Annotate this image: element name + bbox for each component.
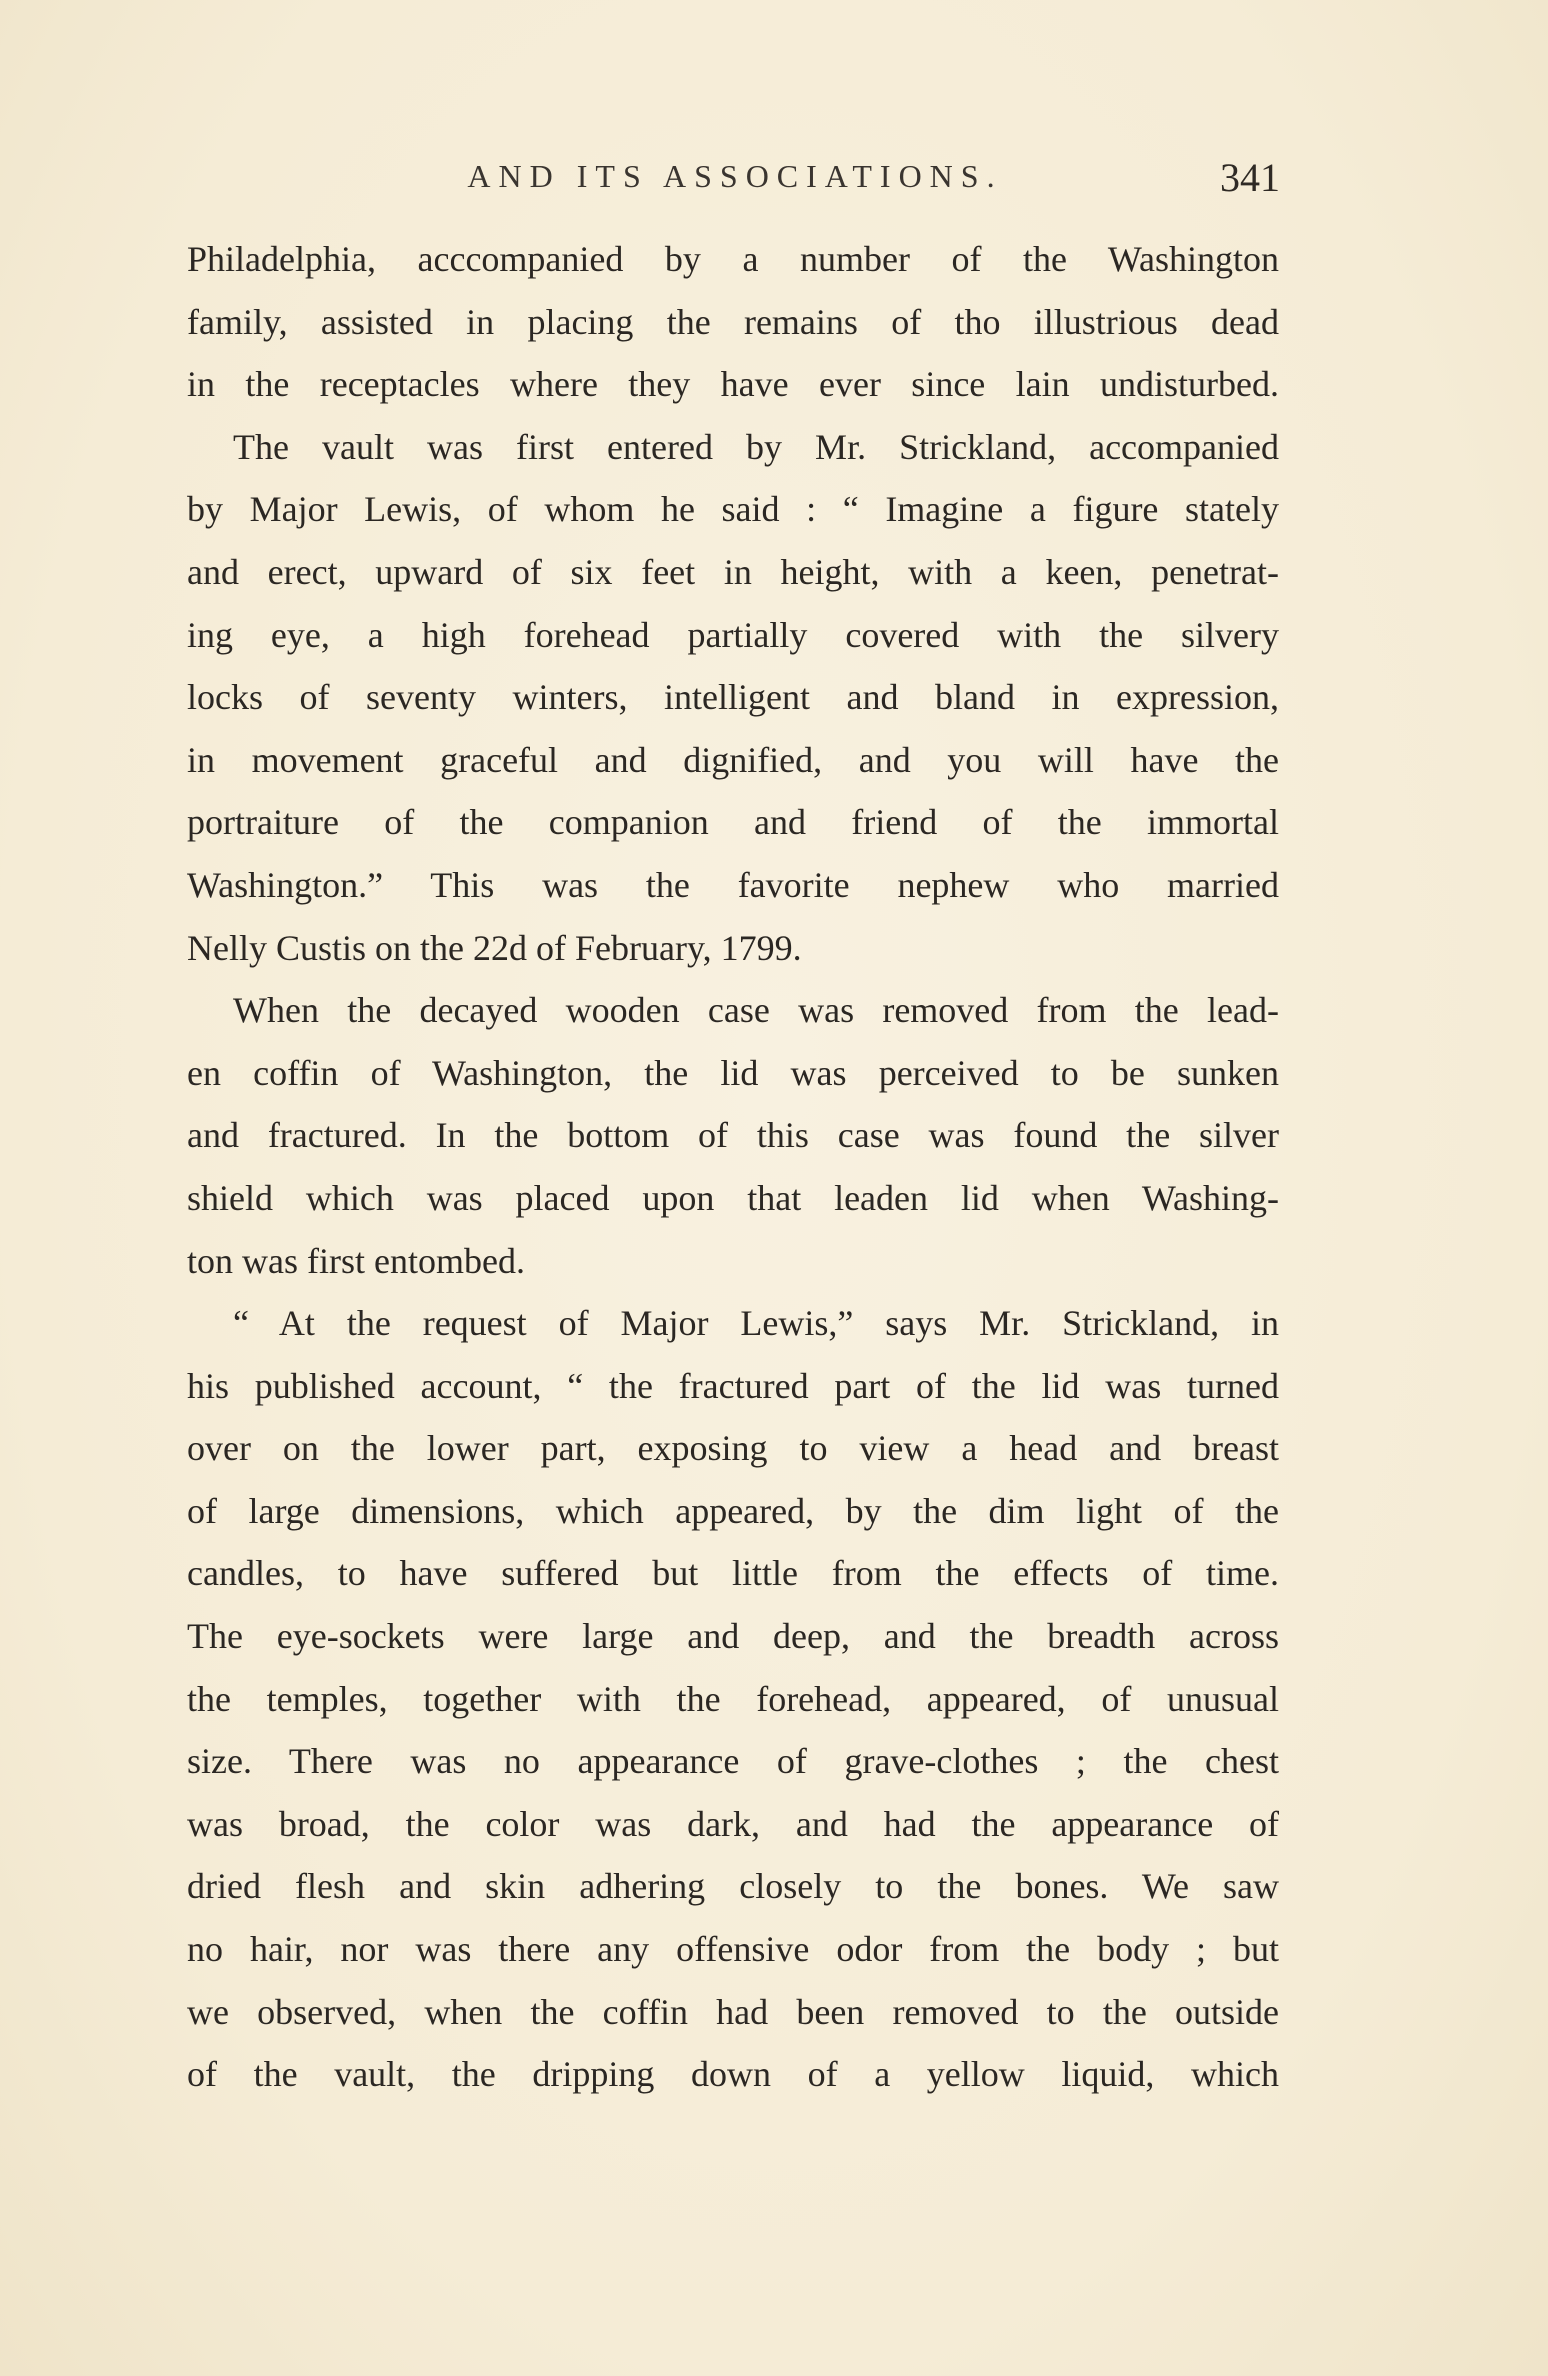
text-line-7: ing eye, a high forehead partially covered with the silvery	[187, 614, 1279, 655]
text-line-14: en coffin of Washington, the lid was perceived to be sunken	[187, 1052, 1279, 1093]
text-line-6: and erect, upward of six feet in height, with a keen, penetrat-	[187, 551, 1279, 592]
text-line-17: ton was first entombed.	[187, 1240, 525, 1281]
text-line-8: locks of seventy winters, intelligent and bland in expression,	[187, 677, 1279, 718]
text-line-15: and fractured. In the bottom of this case was found the silver	[187, 1115, 1279, 1156]
text-line-20: over on the lower part, exposing to view a head and breast	[187, 1428, 1279, 1469]
text-line-30: of the vault, the dripping down of a yellow liquid, which	[187, 2054, 1279, 2095]
page-number: 341	[1220, 155, 1280, 200]
text-line-23: The eye-sockets were large and deep, and the breadth across	[187, 1616, 1279, 1657]
text-line-5: by Major Lewis, of whom he said : “ Imagine a figure stately	[187, 489, 1279, 530]
text-line-21: of large dimensions, which appeared, by the dim light of the	[187, 1490, 1279, 1531]
text-line-2: family, assisted in placing the remains of tho illustrious dead	[187, 301, 1279, 342]
text-line-27: dried flesh and skin adhering closely to the bones. We saw	[187, 1866, 1279, 1907]
text-line-22: candles, to have suffered but little from the effects of time.	[187, 1553, 1279, 1594]
text-line-25: size. There was no appearance of grave-clothes ; the chest	[187, 1741, 1279, 1782]
text-line-29: we observed, when the coffin had been removed to the outside	[187, 1991, 1279, 2032]
text-line-28: no hair, nor was there any offensive odor from the body ; but	[187, 1929, 1279, 1970]
text-line-24: the temples, together with the forehead, appeared, of unusual	[187, 1678, 1279, 1719]
text-line-9: in movement graceful and dignified, and you will have the	[187, 739, 1279, 780]
text-line-16: shield which was placed upon that leaden lid when Washing-	[187, 1177, 1279, 1218]
running-title: AND ITS ASSOCIATIONS.	[467, 158, 1003, 194]
text-line-12: Nelly Custis on the 22d of February, 1799.	[187, 927, 802, 968]
text-line-26: was broad, the color was dark, and had the appearance of	[187, 1803, 1279, 1844]
text-line-19: his published account, “ the fractured part of the lid was turned	[187, 1365, 1279, 1406]
body-text	[187, 228, 1279, 2106]
text-line-1: Philadelphia, acccompanied by a number of the Washington	[187, 239, 1279, 279]
text-line-18: “ At the request of Major Lewis,” says Mr. Strickland, in	[233, 1303, 1279, 1344]
text-line-13: When the decayed wooden case was removed from the lead-	[233, 990, 1279, 1031]
text-line-11: Washington.” This was the favorite nephew who married	[187, 864, 1279, 905]
text-line-10: portraiture of the companion and friend of the immortal	[187, 802, 1279, 843]
text-line-3: in the receptacles where they have ever since lain undisturbed.	[187, 364, 1279, 405]
running-head	[190, 150, 1280, 202]
text-line-4: The vault was first entered by Mr. Strickland, accompanied	[233, 426, 1279, 467]
